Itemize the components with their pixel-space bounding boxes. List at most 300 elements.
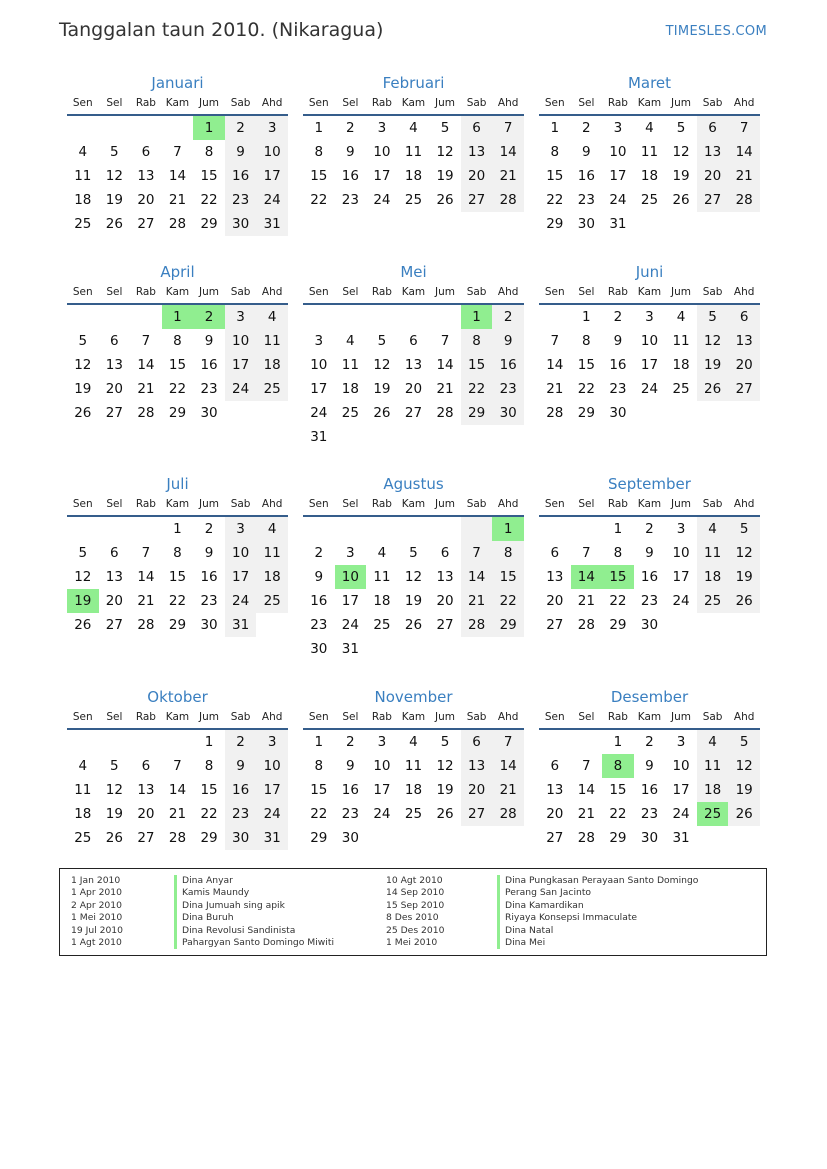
day-cell[interactable]: 21 (492, 164, 524, 188)
day-cell[interactable]: 26 (404, 617, 423, 633)
day-cell[interactable]: 17 (672, 782, 690, 798)
day-cell[interactable]: 29 (609, 830, 627, 846)
day-cell[interactable]: 2 (225, 730, 257, 754)
day-cell[interactable]: 29 (200, 216, 218, 232)
day-cell[interactable]: 28 (492, 188, 524, 212)
day-cell[interactable]: 14 (436, 357, 454, 373)
day-cell[interactable]: 13 (697, 140, 729, 164)
day-cell[interactable]: 28 (137, 405, 155, 421)
day-cell[interactable]: 10 (225, 329, 257, 353)
day-cell[interactable]: 28 (546, 405, 564, 421)
day-cell[interactable]: 14 (577, 782, 595, 798)
day-cell[interactable]: 15 (168, 357, 187, 373)
day-cell[interactable]: 2 (492, 305, 524, 329)
day-cell[interactable]: 13 (461, 754, 493, 778)
day-cell[interactable]: 24 (373, 806, 391, 822)
day-cell[interactable]: 24 (256, 188, 288, 212)
day-cell[interactable]: 5 (110, 144, 119, 160)
day-cell[interactable]: 9 (314, 569, 324, 585)
day-cell[interactable]: 1 (173, 521, 182, 537)
day-cell[interactable]: 9 (225, 754, 257, 778)
day-cell[interactable]: 16 (577, 168, 595, 184)
day-cell[interactable]: 1 (613, 734, 623, 750)
day-cell[interactable]: 11 (341, 357, 359, 373)
day-cell[interactable]: 10 (310, 357, 328, 373)
day-cell[interactable]: 30 (609, 405, 627, 421)
day-cell[interactable]: 6 (550, 545, 560, 561)
day-cell[interactable]: 20 (105, 593, 123, 609)
day-cell[interactable]: 19 (728, 565, 760, 589)
day-cell[interactable]: 2 (314, 545, 324, 561)
day-cell[interactable]: 26 (672, 192, 690, 208)
day-cell[interactable]: 9 (204, 545, 214, 561)
day-cell[interactable]: 31 (256, 212, 288, 236)
day-cell[interactable]: 17 (672, 569, 690, 585)
day-cell[interactable]: 9 (492, 329, 524, 353)
day-cell[interactable]: 15 (461, 353, 493, 377)
day-cell[interactable]: 3 (225, 305, 257, 329)
day-cell[interactable]: 16 (609, 357, 627, 373)
day-cell[interactable]: 22 (168, 381, 187, 397)
day-cell[interactable]: 19 (728, 778, 760, 802)
day-cell[interactable]: 25 (373, 617, 391, 633)
day-cell[interactable]: 15 (310, 168, 328, 184)
day-cell[interactable]: 23 (341, 192, 359, 208)
day-cell[interactable]: 18 (404, 168, 423, 184)
holiday-day-cell[interactable]: 25 (697, 802, 729, 826)
day-cell[interactable]: 22 (609, 593, 627, 609)
day-cell[interactable]: 21 (728, 164, 760, 188)
day-cell[interactable]: 18 (697, 565, 729, 589)
day-cell[interactable]: 3 (256, 116, 288, 140)
day-cell[interactable]: 18 (256, 565, 288, 589)
day-cell[interactable]: 14 (728, 140, 760, 164)
day-cell[interactable]: 24 (256, 802, 288, 826)
day-cell[interactable]: 6 (141, 758, 151, 774)
day-cell[interactable]: 11 (256, 329, 288, 353)
day-cell[interactable]: 20 (697, 164, 729, 188)
day-cell[interactable]: 6 (461, 116, 493, 140)
day-cell[interactable]: 19 (105, 192, 123, 208)
day-cell[interactable]: 11 (640, 144, 659, 160)
day-cell[interactable]: 5 (440, 120, 450, 136)
day-cell[interactable]: 29 (200, 830, 218, 846)
day-cell[interactable]: 3 (645, 309, 654, 325)
day-cell[interactable]: 17 (609, 168, 627, 184)
day-cell[interactable]: 30 (310, 641, 328, 657)
day-cell[interactable]: 8 (314, 758, 324, 774)
holiday-day-cell[interactable]: 1 (193, 116, 225, 140)
day-cell[interactable]: 8 (613, 545, 623, 561)
day-cell[interactable]: 21 (137, 381, 155, 397)
holiday-day-cell[interactable]: 1 (461, 305, 493, 329)
day-cell[interactable]: 3 (377, 120, 387, 136)
day-cell[interactable]: 29 (577, 405, 595, 421)
day-cell[interactable]: 31 (341, 641, 359, 657)
day-cell[interactable]: 20 (137, 806, 155, 822)
day-cell[interactable]: 4 (409, 734, 418, 750)
holiday-day-cell[interactable]: 1 (162, 305, 194, 329)
day-cell[interactable]: 7 (582, 758, 591, 774)
day-cell[interactable]: 18 (672, 357, 690, 373)
day-cell[interactable]: 13 (137, 168, 155, 184)
day-cell[interactable]: 27 (461, 802, 493, 826)
day-cell[interactable]: 4 (256, 517, 288, 541)
day-cell[interactable]: 20 (546, 593, 564, 609)
day-cell[interactable]: 4 (676, 309, 686, 325)
day-cell[interactable]: 29 (492, 613, 524, 637)
day-cell[interactable]: 21 (436, 381, 454, 397)
day-cell[interactable]: 25 (256, 589, 288, 613)
day-cell[interactable]: 21 (168, 806, 187, 822)
day-cell[interactable]: 12 (436, 144, 454, 160)
day-cell[interactable]: 29 (546, 216, 564, 232)
day-cell[interactable]: 18 (640, 168, 659, 184)
day-cell[interactable]: 26 (105, 830, 123, 846)
day-cell[interactable]: 7 (492, 116, 524, 140)
day-cell[interactable]: 31 (225, 613, 257, 637)
day-cell[interactable]: 26 (373, 405, 391, 421)
day-cell[interactable]: 16 (640, 569, 659, 585)
day-cell[interactable]: 11 (74, 168, 92, 184)
day-cell[interactable]: 23 (640, 806, 659, 822)
day-cell[interactable]: 26 (728, 802, 760, 826)
day-cell[interactable]: 12 (728, 541, 760, 565)
day-cell[interactable]: 9 (204, 333, 214, 349)
day-cell[interactable]: 27 (105, 405, 123, 421)
day-cell[interactable]: 23 (577, 192, 595, 208)
day-cell[interactable]: 25 (256, 377, 288, 401)
day-cell[interactable]: 20 (461, 778, 493, 802)
day-cell[interactable]: 17 (256, 164, 288, 188)
day-cell[interactable]: 8 (173, 333, 182, 349)
day-cell[interactable]: 24 (225, 377, 257, 401)
day-cell[interactable]: 24 (225, 589, 257, 613)
day-cell[interactable]: 4 (78, 144, 88, 160)
day-cell[interactable]: 10 (640, 333, 659, 349)
day-cell[interactable]: 28 (577, 617, 595, 633)
day-cell[interactable]: 3 (225, 517, 257, 541)
day-cell[interactable]: 26 (728, 589, 760, 613)
day-cell[interactable]: 18 (74, 192, 92, 208)
day-cell[interactable]: 23 (609, 381, 627, 397)
day-cell[interactable]: 16 (640, 782, 659, 798)
day-cell[interactable]: 11 (672, 333, 690, 349)
holiday-day-cell[interactable]: 15 (602, 565, 634, 589)
day-cell[interactable]: 12 (672, 144, 690, 160)
day-cell[interactable]: 24 (640, 381, 659, 397)
day-cell[interactable]: 1 (204, 734, 214, 750)
day-cell[interactable]: 13 (546, 569, 564, 585)
day-cell[interactable]: 30 (640, 830, 659, 846)
day-cell[interactable]: 11 (373, 569, 391, 585)
day-cell[interactable]: 28 (492, 802, 524, 826)
day-cell[interactable]: 5 (78, 545, 88, 561)
day-cell[interactable]: 17 (373, 782, 391, 798)
day-cell[interactable]: 2 (225, 116, 257, 140)
day-cell[interactable]: 13 (461, 140, 493, 164)
day-cell[interactable]: 12 (697, 329, 729, 353)
day-cell[interactable]: 25 (697, 589, 729, 613)
day-cell[interactable]: 24 (672, 806, 690, 822)
day-cell[interactable]: 22 (546, 192, 564, 208)
day-cell[interactable]: 12 (728, 754, 760, 778)
day-cell[interactable]: 26 (436, 192, 454, 208)
day-cell[interactable]: 23 (492, 377, 524, 401)
day-cell[interactable]: 3 (676, 734, 686, 750)
day-cell[interactable]: 7 (582, 545, 591, 561)
day-cell[interactable]: 28 (728, 188, 760, 212)
day-cell[interactable]: 6 (409, 333, 418, 349)
day-cell[interactable]: 23 (200, 593, 218, 609)
day-cell[interactable]: 13 (105, 357, 123, 373)
day-cell[interactable]: 6 (110, 545, 119, 561)
day-cell[interactable]: 14 (168, 782, 187, 798)
day-cell[interactable]: 22 (577, 381, 595, 397)
day-cell[interactable]: 19 (105, 806, 123, 822)
day-cell[interactable]: 29 (168, 617, 187, 633)
day-cell[interactable]: 22 (609, 806, 627, 822)
day-cell[interactable]: 19 (373, 381, 391, 397)
day-cell[interactable]: 23 (341, 806, 359, 822)
day-cell[interactable]: 4 (78, 758, 88, 774)
day-cell[interactable]: 20 (404, 381, 423, 397)
day-cell[interactable]: 22 (461, 377, 493, 401)
day-cell[interactable]: 28 (461, 613, 493, 637)
day-cell[interactable]: 5 (409, 545, 418, 561)
day-cell[interactable]: 19 (436, 782, 454, 798)
day-cell[interactable]: 14 (492, 754, 524, 778)
day-cell[interactable]: 27 (697, 188, 729, 212)
day-cell[interactable]: 27 (546, 617, 564, 633)
day-cell[interactable]: 29 (168, 405, 187, 421)
day-cell[interactable]: 22 (310, 806, 328, 822)
day-cell[interactable]: 10 (256, 140, 288, 164)
day-cell[interactable]: 10 (672, 758, 690, 774)
day-cell[interactable]: 7 (492, 730, 524, 754)
day-cell[interactable]: 30 (341, 830, 359, 846)
day-cell[interactable]: 17 (310, 381, 328, 397)
day-cell[interactable]: 7 (173, 144, 182, 160)
day-cell[interactable]: 18 (256, 353, 288, 377)
day-cell[interactable]: 27 (105, 617, 123, 633)
day-cell[interactable]: 31 (609, 216, 627, 232)
day-cell[interactable]: 7 (141, 545, 151, 561)
holiday-day-cell[interactable]: 14 (571, 565, 603, 589)
day-cell[interactable]: 11 (404, 758, 423, 774)
day-cell[interactable]: 20 (461, 164, 493, 188)
day-cell[interactable]: 29 (609, 617, 627, 633)
day-cell[interactable]: 3 (314, 333, 324, 349)
day-cell[interactable]: 27 (137, 216, 155, 232)
day-cell[interactable]: 5 (697, 305, 729, 329)
day-cell[interactable]: 7 (461, 541, 493, 565)
day-cell[interactable]: 27 (546, 830, 564, 846)
day-cell[interactable]: 12 (404, 569, 423, 585)
day-cell[interactable]: 25 (74, 216, 92, 232)
day-cell[interactable]: 11 (74, 782, 92, 798)
day-cell[interactable]: 2 (645, 521, 654, 537)
day-cell[interactable]: 13 (105, 569, 123, 585)
day-cell[interactable]: 16 (310, 593, 328, 609)
day-cell[interactable]: 20 (546, 806, 564, 822)
day-cell[interactable]: 28 (168, 830, 187, 846)
day-cell[interactable]: 14 (461, 565, 493, 589)
day-cell[interactable]: 23 (640, 593, 659, 609)
day-cell[interactable]: 2 (204, 521, 214, 537)
day-cell[interactable]: 23 (225, 188, 257, 212)
day-cell[interactable]: 18 (74, 806, 92, 822)
day-cell[interactable]: 9 (225, 140, 257, 164)
day-cell[interactable]: 18 (341, 381, 359, 397)
day-cell[interactable]: 24 (373, 192, 391, 208)
day-cell[interactable]: 14 (137, 569, 155, 585)
day-cell[interactable]: 13 (436, 569, 454, 585)
day-cell[interactable]: 29 (461, 401, 493, 425)
day-cell[interactable]: 23 (200, 381, 218, 397)
day-cell[interactable]: 19 (404, 593, 423, 609)
day-cell[interactable]: 15 (168, 569, 187, 585)
day-cell[interactable]: 15 (492, 565, 524, 589)
day-cell[interactable]: 21 (168, 192, 187, 208)
holiday-day-cell[interactable]: 19 (67, 589, 99, 613)
day-cell[interactable]: 4 (697, 517, 729, 541)
day-cell[interactable]: 18 (373, 593, 391, 609)
holiday-day-cell[interactable]: 1 (492, 517, 524, 541)
day-cell[interactable]: 4 (256, 305, 288, 329)
day-cell[interactable]: 14 (546, 357, 564, 373)
day-cell[interactable]: 8 (204, 758, 214, 774)
day-cell[interactable]: 3 (346, 545, 355, 561)
day-cell[interactable]: 7 (728, 116, 760, 140)
day-cell[interactable]: 25 (404, 806, 423, 822)
day-cell[interactable]: 10 (672, 545, 690, 561)
day-cell[interactable]: 11 (697, 754, 729, 778)
day-cell[interactable]: 5 (676, 120, 686, 136)
day-cell[interactable]: 15 (200, 782, 218, 798)
day-cell[interactable]: 20 (137, 192, 155, 208)
day-cell[interactable]: 21 (577, 806, 595, 822)
day-cell[interactable]: 20 (436, 593, 454, 609)
day-cell[interactable]: 19 (697, 353, 729, 377)
day-cell[interactable]: 30 (200, 405, 218, 421)
brand-link[interactable]: TIMESLES.COM (665, 24, 767, 39)
day-cell[interactable]: 28 (168, 216, 187, 232)
day-cell[interactable]: 2 (346, 734, 355, 750)
day-cell[interactable]: 9 (645, 545, 654, 561)
day-cell[interactable]: 6 (110, 333, 119, 349)
day-cell[interactable]: 12 (373, 357, 391, 373)
day-cell[interactable]: 4 (697, 730, 729, 754)
day-cell[interactable]: 2 (346, 120, 355, 136)
day-cell[interactable]: 17 (256, 778, 288, 802)
day-cell[interactable]: 17 (225, 353, 257, 377)
day-cell[interactable]: 27 (404, 405, 423, 421)
day-cell[interactable]: 8 (582, 333, 591, 349)
day-cell[interactable]: 13 (728, 329, 760, 353)
day-cell[interactable]: 6 (697, 116, 729, 140)
day-cell[interactable]: 5 (440, 734, 450, 750)
day-cell[interactable]: 26 (105, 216, 123, 232)
day-cell[interactable]: 21 (492, 778, 524, 802)
day-cell[interactable]: 3 (613, 120, 623, 136)
day-cell[interactable]: 8 (314, 144, 324, 160)
day-cell[interactable]: 6 (550, 758, 560, 774)
day-cell[interactable]: 3 (377, 734, 387, 750)
day-cell[interactable]: 25 (640, 192, 659, 208)
day-cell[interactable]: 21 (461, 589, 493, 613)
day-cell[interactable]: 5 (110, 758, 119, 774)
day-cell[interactable]: 31 (256, 826, 288, 850)
day-cell[interactable]: 22 (168, 593, 187, 609)
day-cell[interactable]: 21 (577, 593, 595, 609)
day-cell[interactable]: 12 (105, 168, 123, 184)
day-cell[interactable]: 16 (225, 164, 257, 188)
day-cell[interactable]: 24 (609, 192, 627, 208)
day-cell[interactable]: 2 (645, 734, 654, 750)
day-cell[interactable]: 22 (310, 192, 328, 208)
day-cell[interactable]: 1 (613, 521, 623, 537)
day-cell[interactable]: 20 (105, 381, 123, 397)
day-cell[interactable]: 24 (310, 405, 328, 421)
day-cell[interactable]: 28 (137, 617, 155, 633)
day-cell[interactable]: 17 (373, 168, 391, 184)
day-cell[interactable]: 14 (168, 168, 187, 184)
day-cell[interactable]: 10 (225, 541, 257, 565)
day-cell[interactable]: 27 (728, 377, 760, 401)
day-cell[interactable]: 22 (200, 192, 218, 208)
day-cell[interactable]: 5 (78, 333, 88, 349)
day-cell[interactable]: 4 (346, 333, 355, 349)
day-cell[interactable]: 31 (672, 830, 690, 846)
day-cell[interactable]: 30 (492, 401, 524, 425)
day-cell[interactable]: 1 (314, 734, 324, 750)
day-cell[interactable]: 16 (341, 782, 359, 798)
day-cell[interactable]: 9 (613, 333, 623, 349)
day-cell[interactable]: 18 (404, 782, 423, 798)
day-cell[interactable]: 7 (440, 333, 450, 349)
day-cell[interactable]: 1 (314, 120, 324, 136)
day-cell[interactable]: 5 (728, 730, 760, 754)
day-cell[interactable]: 17 (640, 357, 659, 373)
day-cell[interactable]: 4 (377, 545, 387, 561)
day-cell[interactable]: 25 (341, 405, 359, 421)
day-cell[interactable]: 7 (550, 333, 560, 349)
day-cell[interactable]: 23 (310, 617, 328, 633)
day-cell[interactable]: 9 (582, 144, 591, 160)
day-cell[interactable]: 14 (492, 140, 524, 164)
day-cell[interactable]: 15 (609, 782, 627, 798)
day-cell[interactable]: 11 (256, 541, 288, 565)
day-cell[interactable]: 6 (461, 730, 493, 754)
day-cell[interactable]: 2 (613, 309, 623, 325)
day-cell[interactable]: 9 (645, 758, 654, 774)
day-cell[interactable]: 25 (404, 192, 423, 208)
day-cell[interactable]: 27 (137, 830, 155, 846)
day-cell[interactable]: 30 (577, 216, 595, 232)
day-cell[interactable]: 6 (440, 545, 450, 561)
day-cell[interactable]: 21 (137, 593, 155, 609)
day-cell[interactable]: 27 (436, 617, 454, 633)
day-cell[interactable]: 23 (225, 802, 257, 826)
day-cell[interactable]: 1 (582, 309, 591, 325)
day-cell[interactable]: 19 (672, 168, 690, 184)
day-cell[interactable]: 10 (373, 144, 391, 160)
day-cell[interactable]: 10 (609, 144, 627, 160)
day-cell[interactable]: 15 (310, 782, 328, 798)
day-cell[interactable]: 8 (492, 541, 524, 565)
day-cell[interactable]: 26 (436, 806, 454, 822)
